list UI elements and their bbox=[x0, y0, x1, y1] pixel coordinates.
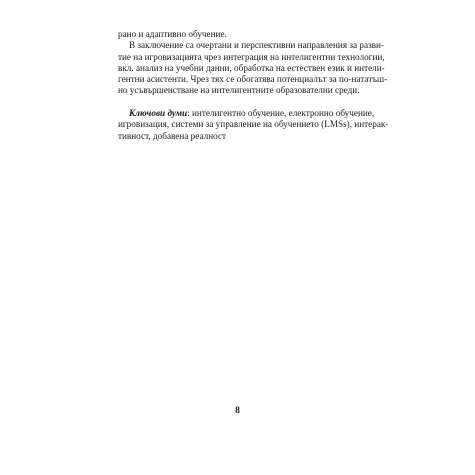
keywords-first-line bbox=[118, 108, 375, 119]
keywords-block bbox=[118, 108, 389, 142]
text-line: В заключение са очертани и перспективни направления за разви- bbox=[129, 40, 384, 51]
text-line: игровизация, системи за управление на обучението (LMSs), интерак- bbox=[118, 119, 389, 130]
text-line: вкл. анализ на учебни данни, обработка на естествен език и интели- bbox=[118, 62, 385, 73]
text-line: рано и адаптивно обучение. bbox=[118, 29, 227, 39]
keywords-text: : интелигентно обучение, електронно обучение, bbox=[187, 108, 375, 119]
page-number: 8 bbox=[235, 406, 240, 416]
text-line: но усъвършенстване на интелигентните образователни среди. bbox=[118, 85, 360, 96]
page-content bbox=[118, 29, 389, 142]
paragraph-gap bbox=[118, 97, 362, 108]
text-line: тие на игровизацията чрез интеграция на интелигентни технологии, bbox=[118, 51, 385, 62]
paragraph-continuation bbox=[118, 29, 362, 40]
text-line: гентни асистенти. Чрез тях се обогатява потенциалът за по-нататъш- bbox=[118, 74, 388, 85]
text-line: тивност, добавена реалност bbox=[118, 130, 227, 141]
paragraph-conclusion bbox=[118, 40, 388, 96]
keywords-label: Ключови думи bbox=[129, 108, 188, 119]
